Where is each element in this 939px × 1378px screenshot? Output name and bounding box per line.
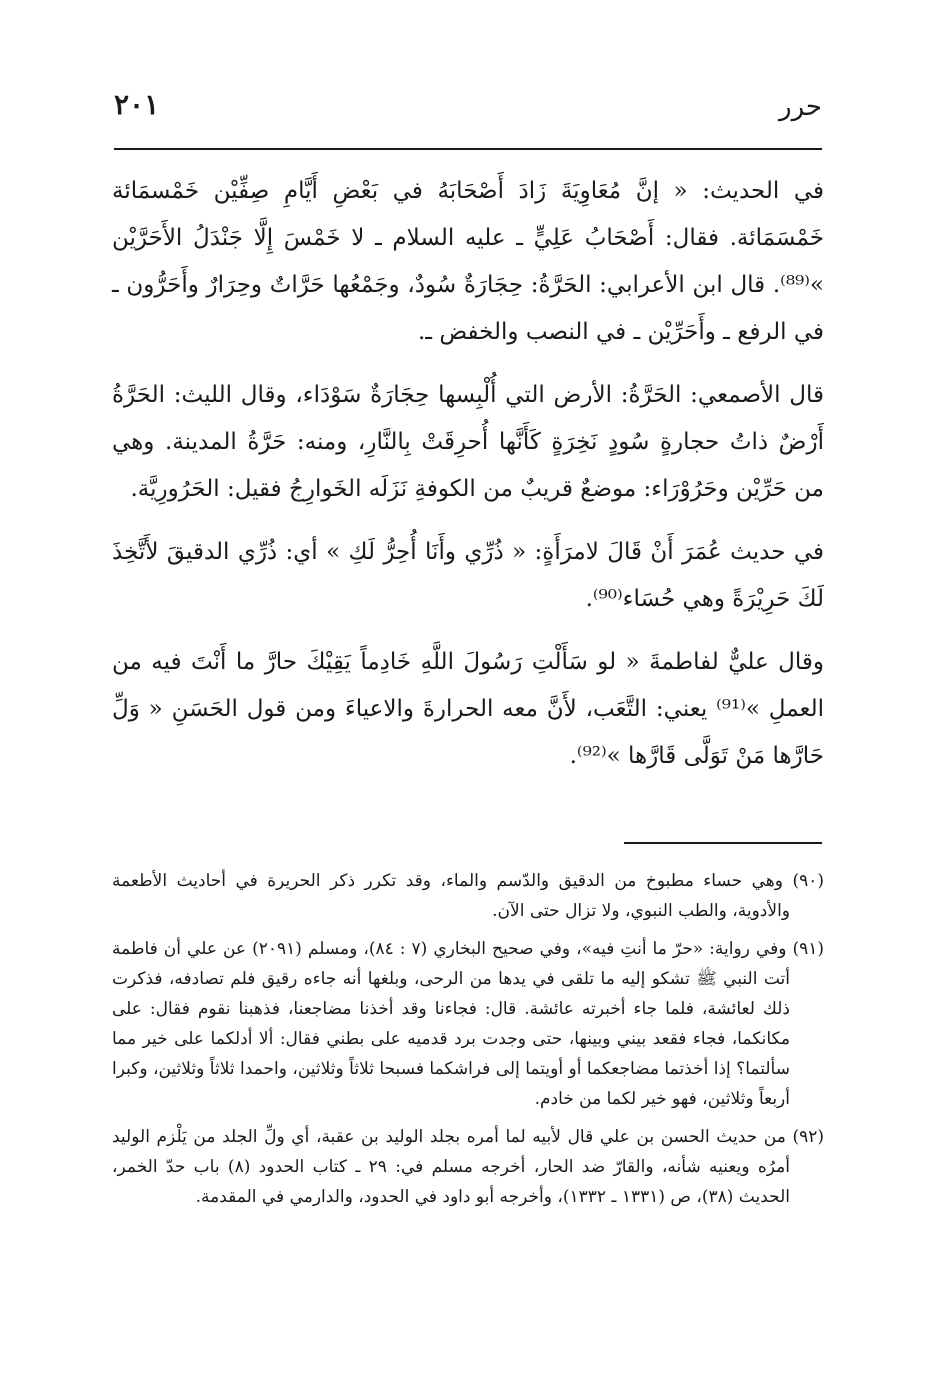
paragraph: قال الأصمعي: الحَرَّةُ: الأرض التي أُلْبِسها حِجَارَةٌ سَوْدَاء، وقال الليث: الحَرَّةُ أَرْضٌ ذاتُ حجارةٍ سُودٍ نَخِرَةٍ كَأَنَّها أُحرِقَتْ بِالنَّارِ، ومنه: حَرَّةُ المدينة. وهي من حَرِّيْن وحَرُوْرَاء: موضعٌ قريبٌ من الكوفةِ نَزَلَه الخَوارِجُ فقيل: الحَرُورِيَّة. [112,382,824,502]
footnote: (٩١) وفي رواية: «حرّ ما أنتِ فيه»، وفي صحيح البخاري (٧ : ٨٤)، ومسلم (٢٠٩١) عن علي أن فاطمة أتت النبي ﷺ تشكو إليه ما تلقى في يدها من الرحى، وبلغها أنه جاءه رقيق فلم تصادفه، فذكرت ذلك لعائشة، فلما جاء أخبرته عائشة. قال: فجاءنا وقد أخذنا مضاجعنا، فذهبنا نقوم فقال: على مكانكما، فجاء فقعد بيني وبينها، حتى وجدت برد قدميه على بطني فقال: ألا أدلكما على خير مما سألتما؟ إذا أخذتما مضاجعكما أو أويتما إلى فراشكما فسبحا ثلاثاً وثلاثين، واحمدا ثلاثاً وثلاثين، وكبرا أربعاً وثلاثين، فهو خير لكما من خادم. [112,939,824,1109]
footnote: (٩٢) من حديث الحسن بن علي قال لأبيه لما أمره بجلد الوليد بن عقبة، أي ولِّ الجلد من يَلْزم الوليد أمرُه ويعنيه شأنه، والقارّ ضد الحار، أخرجه مسلم في: ٢٩ ـ كتاب الحدود (٨) باب حدّ الخمر، الحديث (٣٨)، ص (١٣٣١ ـ ١٣٣٢)، وأخرجه أبو داود في الحدود، والدارمي في المقدمة. [112,1127,824,1207]
main-text [112,168,824,796]
paragraph: في الحديث: « إنَّ مُعَاوِيَةَ زَادَ أَصْحَابَهُ في بَعْضِ أَيَّامِ صِفِّيْن خَمْسمَائة خَمْسَمَائة. فقال: أَصْحَابُ عَلِيٍّ ـ عليه السلام ـ لا خَمْسَ إِلَّا جَنْدَلُ الأَحَرَّيْن »⁽⁸⁹⁾. قال ابن الأعرابي: الحَرَّةُ: حِجَارَةٌ سُودٌ، وجَمْعُها حَرَّاتٌ وحِرَارٌ وأَحَرُّون ـ في الرفع ـ وأَحَرِّيْن ـ في النصب والخفض ـ. [112,178,824,345]
header-rule [114,148,822,150]
paragraph: وقال عليٌّ لفاطمةَ « لو سَأَلْتِ رَسُولَ اللَّهِ خَادِماً يَقِيْكَ حارَّ ما أَنْتَ فيه من العملِ »⁽⁹¹⁾ يعني: التَّعَب، لأَنَّ معه الحرارةَ والاعياءَ ومن قول الحَسَنِ « وَلِّ حَارَّها مَنْ تَوَلَّى قَارَّها »⁽⁹²⁾. [112,649,824,769]
page-header [114,86,822,148]
footnotes [112,866,824,1220]
footnote: (٩٠) وهي حساء مطبوخ من الدقيق والدّسم والماء، وقد تكرر ذكر الحريرة في أحاديث الأطعمة والأدوية، والطب النبوي، ولا تزال حتى الآن. [112,871,824,921]
running-head: حرر [779,92,822,122]
paragraph: في حديث عُمَرَ أَنْ قَالَ لامرَأَةٍ: « ذُرِّي وأَنَا أُحِرُّ لَكِ » أي: ذُرِّي الدقيقَ لأَتَّخِذَ لَكَ حَرِيْرَةً وهي حُسَاء⁽⁹⁰⁾. [112,539,824,612]
footnote-rule [624,842,822,844]
page-number: ٢٠١ [114,88,160,121]
